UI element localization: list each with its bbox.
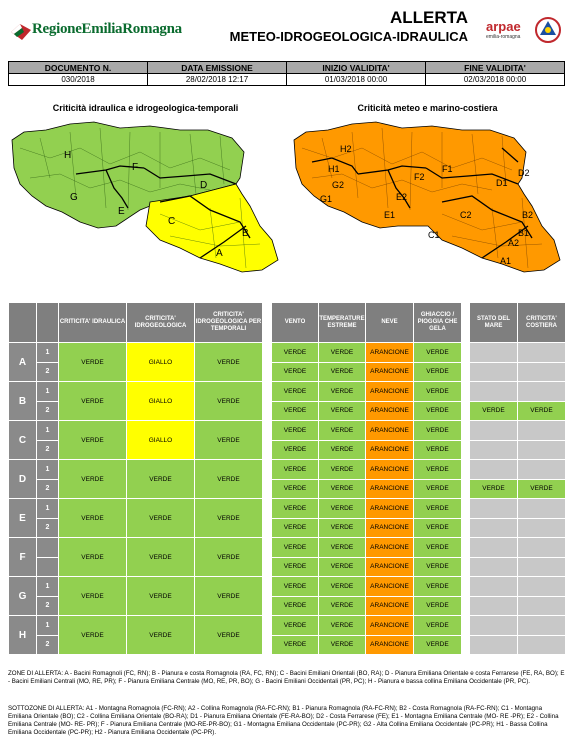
cell-temp: VERDE: [319, 460, 366, 480]
table-row: [9, 460, 263, 480]
header: [8, 8, 565, 56]
header-costiera: CRITICITA' COSTIERA: [518, 303, 566, 343]
cell-neve: ARANCIONE: [366, 421, 414, 441]
cell-ghiaccio: VERDE: [414, 577, 462, 597]
header-ghiaccio: GHIACCIO / PIOGGIA CHE GELA: [414, 303, 462, 343]
document-info-table: [8, 61, 565, 86]
cell-vento: VERDE: [272, 538, 319, 558]
table-row: [272, 382, 462, 402]
region-logo-text: RegioneEmiliaRomagna: [32, 21, 182, 37]
zone-label: A: [9, 343, 37, 382]
zone-label: B: [9, 382, 37, 421]
cell-ghiaccio: VERDE: [414, 401, 462, 421]
cell-temp: VERDE: [319, 362, 366, 382]
table-row: [272, 518, 462, 538]
table-row: [9, 616, 263, 636]
table-row: [9, 538, 263, 558]
cell-ghiaccio: VERDE: [414, 635, 462, 655]
cell-vento: VERDE: [272, 596, 319, 616]
table-row: [470, 557, 566, 577]
map-label-b1: B1: [518, 228, 530, 238]
table-row: [272, 557, 462, 577]
cell-temp: VERDE: [319, 616, 366, 636]
table-row: [470, 596, 566, 616]
cell-idrogeologica: GIALLO: [127, 421, 195, 460]
cell-ghiaccio: VERDE: [414, 460, 462, 480]
cell-neve: ARANCIONE: [366, 440, 414, 460]
cell-mare: [470, 460, 518, 480]
map-label-e: E: [118, 206, 125, 217]
map-label-c: C: [168, 216, 176, 227]
table-row: [9, 382, 263, 402]
cell-temporali: VERDE: [195, 499, 263, 538]
header-mare: STATO DEL MARE: [470, 303, 518, 343]
cell-mare: [470, 518, 518, 538]
cell-ghiaccio: VERDE: [414, 557, 462, 577]
cell-vento: VERDE: [272, 401, 319, 421]
table-row: [470, 362, 566, 382]
cell-temporali: VERDE: [195, 577, 263, 616]
cell-idrogeologica: VERDE: [127, 577, 195, 616]
table-row: [470, 635, 566, 655]
cell-mare: [470, 538, 518, 558]
cell-costiera: [518, 343, 566, 363]
zone-notes: ZONE DI ALLERTA: A - Bacini Romagnoli (FC, RN); B - Pianura e costa Romagnola (RA, FC, RN); C - Bacini Emiliani Orientali (BO, RA); D - Pianura Emiliana Orientale e costa Ferrarese (FE, RA, BO); E - Bacini Emiliani Centrali (MO, RE, PR); F - Pianura Emiliana Centrale (MO, RE, PR, BO); G - Bacini Emiliani Occidentali (PR, PC); H - Pianura e bassa collina Emiliana Occidentale (PR, PC).: [8, 670, 565, 685]
page-title: [198, 8, 468, 46]
cell-temporali: VERDE: [195, 616, 263, 655]
cell-temporali: VERDE: [195, 538, 263, 577]
table-row: [272, 499, 462, 519]
table-row: [470, 538, 566, 558]
map-label-c1: C1: [428, 230, 440, 240]
table-row: [272, 440, 462, 460]
title-line2: METEO-IDROGEOLOGICA-IDRAULICA: [229, 29, 468, 44]
cell-idrogeologica: VERDE: [127, 460, 195, 499]
cell-costiera: [518, 518, 566, 538]
map-label-b2: B2: [522, 210, 534, 220]
table-row: [470, 460, 566, 480]
cell-temp: VERDE: [319, 557, 366, 577]
cell-idrogeologica: VERDE: [127, 538, 195, 577]
table-row: [272, 479, 462, 499]
cell-idraulica: VERDE: [59, 499, 127, 538]
meteo-criticality-table: [271, 302, 462, 655]
map-label-e1: E1: [384, 210, 396, 220]
cell-mare: [470, 557, 518, 577]
cell-mare: VERDE: [470, 479, 518, 499]
table-row: [272, 616, 462, 636]
table-row: [470, 401, 566, 421]
cell-costiera: [518, 557, 566, 577]
cell-costiera: [518, 616, 566, 636]
cell-idraulica: VERDE: [59, 382, 127, 421]
map-label-g1: G1: [320, 194, 333, 204]
cell-idrogeologica: VERDE: [127, 499, 195, 538]
cell-mare: [470, 635, 518, 655]
map-label-d: D: [200, 180, 208, 191]
cell-neve: ARANCIONE: [366, 518, 414, 538]
right-map: [292, 118, 564, 278]
subzone-number: 2: [37, 401, 59, 421]
table-row: [272, 635, 462, 655]
cell-temporali: VERDE: [195, 343, 263, 382]
doc-end-date: 02/03/2018 00:00: [426, 74, 565, 86]
cell-temp: VERDE: [319, 538, 366, 558]
cell-vento: VERDE: [272, 362, 319, 382]
cell-vento: VERDE: [272, 616, 319, 636]
cell-vento: VERDE: [272, 382, 319, 402]
map-label-d1: D1: [496, 178, 508, 188]
cell-costiera: [518, 421, 566, 441]
cell-ghiaccio: VERDE: [414, 596, 462, 616]
subzone-number: 1: [37, 382, 59, 402]
header-blank: [37, 303, 59, 343]
map-label-h2: H2: [340, 144, 352, 154]
table-row: [9, 577, 263, 597]
cell-neve: ARANCIONE: [366, 499, 414, 519]
doc-header-end: FINE VALIDITA': [426, 62, 565, 74]
subzone-notes: SOTTOZONE DI ALLERTA: A1 - Montagna Romagnola (FC-RN); A2 - Collina Romagnola (RA-FC-RN); B1 - Pianura Romagnola (RA-FC-RN); B2 - Costa Romagnola (RA-FC-RN); C1 - Montagna Emiliana Orientale (BO); C2 - Collina Emiliana Orientale (BO-RA); D1 - Pianura Emiliana Orientale (FE-RA-BO); D2 - Costa Ferrarese (FE); E1 - Montagna Emiliana Centrale (MO- RE -PR); E2 - Collina Emiliana Centrale (MO- RE- PR); F - Pianura Emiliana Centrale (MO-RE-PR-BO); G1 - Montagna Emiliana Occidentale (PC-PR); G2 - Alta Collina Emiliana Occidentale (PC-PR); H1 - Bassa Collina Emiliana Occidentale (PC-PR); H2 - Pianura Emiliana Occidentale (PC-PR).: [8, 705, 559, 736]
map-label-g: G: [70, 192, 78, 203]
cell-neve: ARANCIONE: [366, 460, 414, 480]
cell-ghiaccio: VERDE: [414, 538, 462, 558]
cell-costiera: [518, 596, 566, 616]
table-row: [272, 577, 462, 597]
table-row: [272, 538, 462, 558]
cell-temp: VERDE: [319, 499, 366, 519]
cell-idraulica: VERDE: [59, 343, 127, 382]
cell-mare: [470, 577, 518, 597]
left-map-title: Criticità idraulica e idrogeologica-temporali: [52, 103, 239, 113]
cell-temp: VERDE: [319, 440, 366, 460]
table-row: [470, 577, 566, 597]
cell-vento: VERDE: [272, 343, 319, 363]
subzone-number: 2: [37, 596, 59, 616]
cell-vento: VERDE: [272, 479, 319, 499]
cell-neve: ARANCIONE: [366, 479, 414, 499]
left-map: [10, 118, 282, 278]
cell-costiera: [518, 577, 566, 597]
cell-idraulica: VERDE: [59, 421, 127, 460]
cell-temp: VERDE: [319, 635, 366, 655]
cell-temp: VERDE: [319, 577, 366, 597]
cell-costiera: VERDE: [518, 401, 566, 421]
cell-costiera: [518, 499, 566, 519]
table-row: [272, 401, 462, 421]
table-row: [272, 343, 462, 363]
subzone-number: 2: [37, 518, 59, 538]
cell-ghiaccio: VERDE: [414, 440, 462, 460]
map-label-b: B: [242, 228, 249, 239]
cell-costiera: VERDE: [518, 479, 566, 499]
table-row: [470, 499, 566, 519]
subzone-number: 1: [37, 577, 59, 597]
cell-ghiaccio: VERDE: [414, 518, 462, 538]
table-row: [470, 518, 566, 538]
cell-neve: ARANCIONE: [366, 635, 414, 655]
cell-ghiaccio: VERDE: [414, 479, 462, 499]
cell-costiera: [518, 635, 566, 655]
cell-vento: VERDE: [272, 557, 319, 577]
cell-mare: [470, 440, 518, 460]
subzone-number: 2: [37, 440, 59, 460]
cell-mare: [470, 596, 518, 616]
zone-label: F: [9, 538, 37, 577]
cell-temp: VERDE: [319, 401, 366, 421]
subzone-number: 1: [37, 421, 59, 441]
table-row: [9, 499, 263, 519]
doc-emission-date: 28/02/2018 12:17: [148, 74, 287, 86]
cell-neve: ARANCIONE: [366, 343, 414, 363]
cell-idrogeologica: VERDE: [127, 616, 195, 655]
cell-temp: VERDE: [319, 596, 366, 616]
cell-temporali: VERDE: [195, 460, 263, 499]
cell-ghiaccio: VERDE: [414, 421, 462, 441]
map-label-f: F: [132, 162, 139, 173]
cell-neve: ARANCIONE: [366, 557, 414, 577]
map-label-e2: E2: [396, 192, 408, 202]
cell-neve: ARANCIONE: [366, 616, 414, 636]
cell-vento: VERDE: [272, 577, 319, 597]
cell-vento: VERDE: [272, 440, 319, 460]
cell-neve: ARANCIONE: [366, 401, 414, 421]
cell-temp: VERDE: [319, 518, 366, 538]
doc-header-number: DOCUMENTO N.: [9, 62, 148, 74]
cell-neve: ARANCIONE: [366, 596, 414, 616]
header-temperature: TEMPERATURE ESTREME: [319, 303, 366, 343]
cell-temporali: VERDE: [195, 382, 263, 421]
left-map-svg: [10, 118, 282, 278]
map-label-c2: C2: [460, 210, 472, 220]
cell-ghiaccio: VERDE: [414, 362, 462, 382]
map-label-g2: G2: [332, 180, 345, 190]
map-label-a2: A2: [508, 238, 520, 248]
region-logo: [10, 18, 182, 44]
zone-label: C: [9, 421, 37, 460]
cell-temporali: VERDE: [195, 421, 263, 460]
table-row: [470, 616, 566, 636]
subzone-number: [37, 557, 59, 577]
cell-neve: ARANCIONE: [366, 362, 414, 382]
subzone-number: [37, 538, 59, 558]
table-row: [470, 440, 566, 460]
cell-neve: ARANCIONE: [366, 577, 414, 597]
cell-vento: VERDE: [272, 518, 319, 538]
hydro-criticality-table: [8, 302, 263, 655]
table-row: [470, 479, 566, 499]
subzone-number: 1: [37, 616, 59, 636]
cell-idrogeologica: GIALLO: [127, 382, 195, 421]
header-neve: NEVE: [366, 303, 414, 343]
cell-mare: VERDE: [470, 401, 518, 421]
cell-ghiaccio: VERDE: [414, 499, 462, 519]
cell-mare: [470, 499, 518, 519]
subzone-number: 2: [37, 362, 59, 382]
cell-ghiaccio: VERDE: [414, 382, 462, 402]
table-row: [272, 460, 462, 480]
cell-mare: [470, 362, 518, 382]
region-flag-icon: [10, 20, 32, 42]
header-idraulica: CRITICITA' IDRAULICA: [59, 303, 127, 343]
civil-protection-logo-icon: [534, 16, 562, 44]
table-row: [272, 596, 462, 616]
cell-vento: VERDE: [272, 421, 319, 441]
cell-costiera: [518, 440, 566, 460]
table-row: [470, 421, 566, 441]
zone-label: H: [9, 616, 37, 655]
table-row: [9, 343, 263, 363]
header-vento: VENTO: [272, 303, 319, 343]
cell-vento: VERDE: [272, 499, 319, 519]
cell-mare: [470, 382, 518, 402]
table-row: [9, 421, 263, 441]
cell-idraulica: VERDE: [59, 616, 127, 655]
cell-costiera: [518, 460, 566, 480]
cell-neve: ARANCIONE: [366, 538, 414, 558]
header-temporali: CRITICITA' IDROGEOLOGICA PER TEMPORALI: [195, 303, 263, 343]
cell-mare: [470, 343, 518, 363]
coastal-criticality-table: [469, 302, 566, 655]
subzone-number: 1: [37, 343, 59, 363]
table-row: [470, 343, 566, 363]
subzone-number: 2: [37, 635, 59, 655]
cell-temp: VERDE: [319, 382, 366, 402]
subzone-number: 1: [37, 460, 59, 480]
cell-neve: ARANCIONE: [366, 382, 414, 402]
table-row: [272, 421, 462, 441]
map-label-a: A: [216, 248, 223, 259]
map-label-h1: H1: [328, 164, 340, 174]
arpae-name: arpae: [486, 19, 521, 34]
cell-idraulica: VERDE: [59, 577, 127, 616]
subzone-number: 1: [37, 499, 59, 519]
map-label-d2: D2: [518, 168, 530, 178]
cell-costiera: [518, 538, 566, 558]
map-label-f2: F2: [414, 172, 425, 182]
cell-costiera: [518, 362, 566, 382]
doc-header-start: INIZIO VALIDITA': [287, 62, 426, 74]
cell-idraulica: VERDE: [59, 460, 127, 499]
cell-mare: [470, 421, 518, 441]
cell-mare: [470, 616, 518, 636]
right-map-svg: [292, 118, 564, 278]
cell-temp: VERDE: [319, 343, 366, 363]
title-line1: ALLERTA: [389, 8, 468, 27]
arpae-sub: emilia-romagna: [486, 34, 521, 40]
cell-temp: VERDE: [319, 421, 366, 441]
cell-costiera: [518, 382, 566, 402]
doc-start-date: 01/03/2018 00:00: [287, 74, 426, 86]
cell-ghiaccio: VERDE: [414, 343, 462, 363]
arpae-logo: [486, 20, 530, 41]
cell-ghiaccio: VERDE: [414, 616, 462, 636]
zone-label: E: [9, 499, 37, 538]
cell-vento: VERDE: [272, 460, 319, 480]
right-map-title: Criticità meteo e marino-costiera: [357, 103, 498, 113]
map-label-h: H: [64, 150, 72, 161]
cell-idrogeologica: GIALLO: [127, 343, 195, 382]
doc-number: 030/2018: [9, 74, 148, 86]
cell-vento: VERDE: [272, 635, 319, 655]
cell-idraulica: VERDE: [59, 538, 127, 577]
doc-header-emission: DATA EMISSIONE: [148, 62, 287, 74]
table-row: [470, 382, 566, 402]
cell-temp: VERDE: [319, 479, 366, 499]
header-idrogeologica: CRITICITA' IDROGEOLOGICA: [127, 303, 195, 343]
map-label-a1: A1: [500, 256, 512, 266]
header-blank: [9, 303, 37, 343]
map-label-f1: F1: [442, 164, 453, 174]
subzone-number: 2: [37, 479, 59, 499]
zone-label: D: [9, 460, 37, 499]
zone-label: G: [9, 577, 37, 616]
table-row: [272, 362, 462, 382]
